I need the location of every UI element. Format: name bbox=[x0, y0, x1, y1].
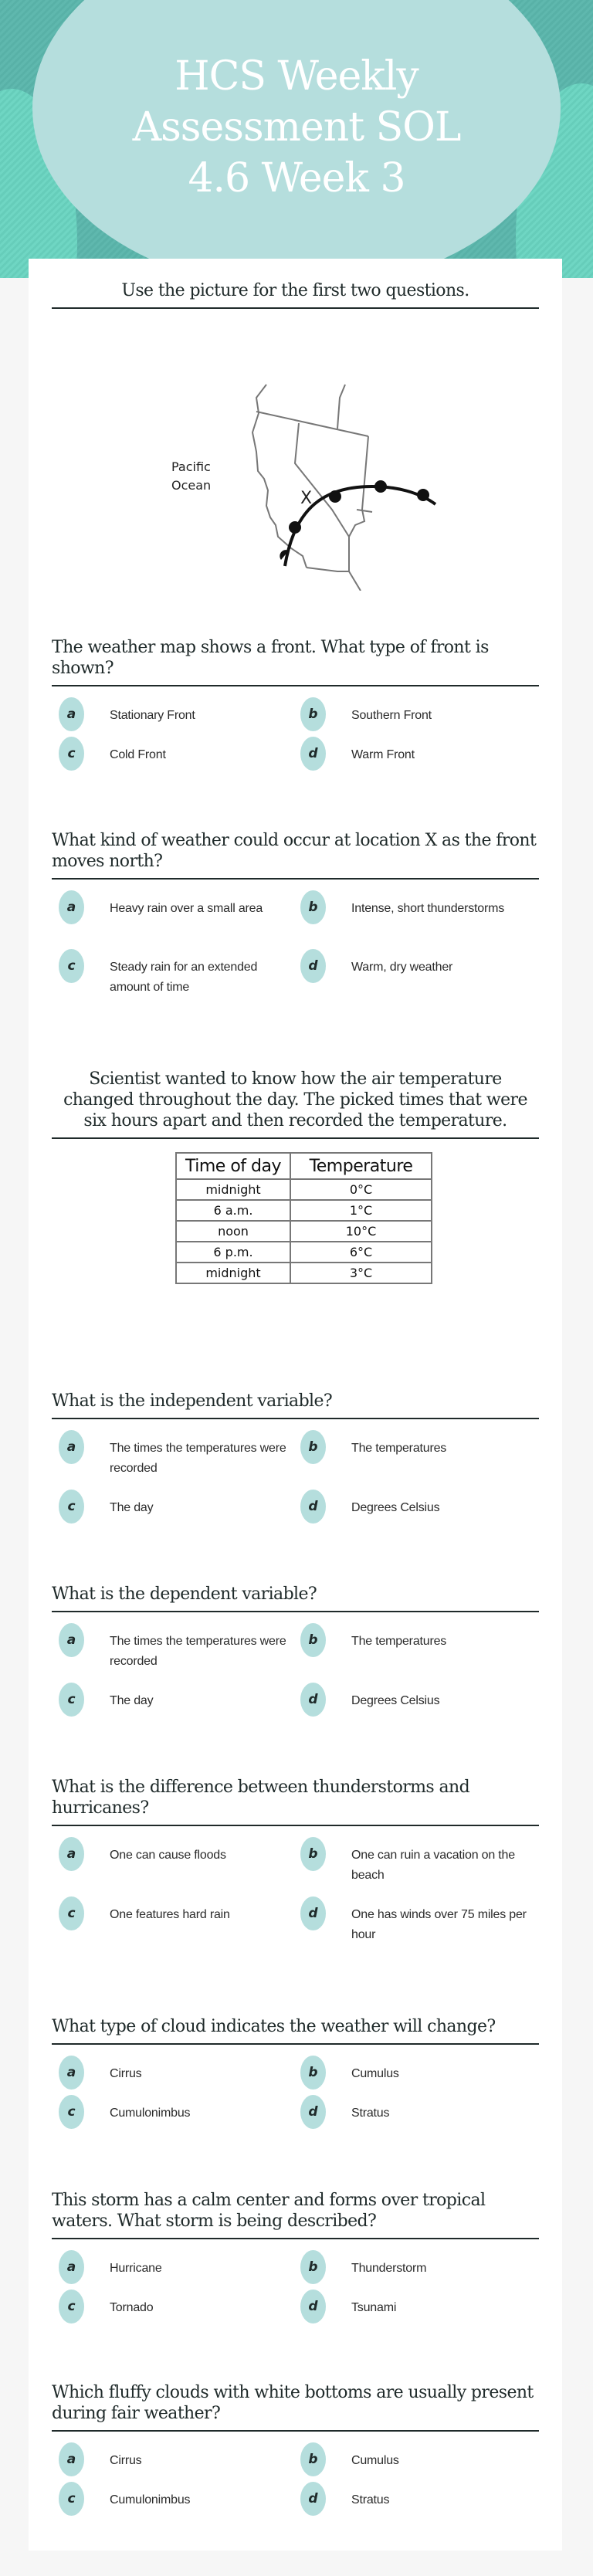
table-intro-text: Scientist wanted to know how the air temperature changed throughout the day. The picked times that were six hours apart and then recorded the temperature. bbox=[63, 1069, 527, 1130]
option-letter-badge: b bbox=[300, 2056, 326, 2090]
intro-section bbox=[52, 280, 539, 309]
divider bbox=[52, 2430, 539, 2432]
option-label: Heavy rain over a small area bbox=[110, 902, 263, 915]
option-letter-badge: c bbox=[59, 1490, 84, 1524]
table-row bbox=[176, 1263, 432, 1283]
option-letter-badge: a bbox=[59, 890, 84, 924]
divider bbox=[52, 2238, 539, 2239]
column-header-time: Time of day bbox=[176, 1153, 290, 1179]
option-label: Cirrus bbox=[110, 2454, 142, 2467]
option-label: Warm Front bbox=[351, 748, 415, 761]
weather-map-image bbox=[141, 359, 449, 591]
table-intro-section bbox=[52, 1069, 539, 1139]
map-label-line-1: Pacific bbox=[171, 459, 211, 474]
page-title-line-3: 4.6 Week 3 bbox=[188, 155, 405, 202]
option-letter-badge: b bbox=[300, 1623, 326, 1657]
table-row bbox=[176, 1221, 432, 1242]
option-label: Cumulus bbox=[351, 2067, 399, 2080]
option-label: Thunderstorm bbox=[351, 2262, 427, 2275]
cell-time: midnight bbox=[176, 1263, 290, 1283]
location-x-marker: X bbox=[300, 489, 313, 508]
cell-temperature: 10°C bbox=[290, 1221, 432, 1242]
question-text: Which fluffy clouds with white bottoms are usually present during fair weather? bbox=[52, 2383, 534, 2423]
option-letter-badge: a bbox=[59, 2250, 84, 2284]
column-header-temperature: Temperature bbox=[290, 1153, 432, 1179]
table-row bbox=[176, 1242, 432, 1263]
option-label: The times the temperatures were recorded bbox=[110, 1442, 286, 1475]
question-text: What is the independent variable? bbox=[52, 1391, 333, 1411]
option-letter-badge: a bbox=[59, 1837, 84, 1871]
table-header-row bbox=[176, 1153, 432, 1179]
option-label: Degrees Celsius bbox=[351, 1694, 440, 1707]
option-label: Intense, short thunderstorms bbox=[351, 902, 505, 915]
option-letter-badge: c bbox=[59, 2290, 84, 2323]
option-label: One has winds over 75 miles per hour bbox=[351, 1908, 527, 1941]
intro-text: Use the picture for the first two questions. bbox=[121, 281, 469, 300]
temperature-table bbox=[175, 1152, 432, 1284]
question-4 bbox=[52, 1584, 539, 1707]
cell-temperature: 1°C bbox=[290, 1200, 432, 1221]
map-label-line-2: Ocean bbox=[171, 478, 212, 493]
option-label: The temperatures bbox=[351, 1442, 447, 1455]
option-letter-badge: c bbox=[59, 949, 84, 983]
table-row bbox=[176, 1200, 432, 1221]
option-letter-badge: c bbox=[59, 2482, 84, 2516]
option-letter-badge: b bbox=[300, 890, 326, 924]
question-text: What is the dependent variable? bbox=[52, 1585, 317, 1604]
option-letter-badge: b bbox=[300, 1837, 326, 1871]
page-title-line-2: Assessment SOL bbox=[132, 104, 461, 151]
cell-temperature: 0°C bbox=[290, 1179, 432, 1200]
divider bbox=[52, 1825, 539, 1826]
map-drawing bbox=[141, 359, 449, 591]
option-label: Cold Front bbox=[110, 748, 166, 761]
question-text: What kind of weather could occur at location X as the front moves north? bbox=[52, 831, 537, 871]
option-letter-badge: a bbox=[59, 2056, 84, 2090]
question-text: This storm has a calm center and forms over tropical waters. What storm is being described? bbox=[52, 2191, 486, 2231]
option-letter-badge: b bbox=[300, 697, 326, 731]
option-letter-badge: d bbox=[300, 2290, 326, 2323]
option-letter-badge: d bbox=[300, 1490, 326, 1524]
cell-time: midnight bbox=[176, 1179, 290, 1200]
worksheet-card bbox=[29, 259, 562, 2551]
option-label: Southern Front bbox=[351, 709, 432, 722]
option-label: Tsunami bbox=[351, 2301, 397, 2314]
option-label: The day bbox=[110, 1694, 154, 1707]
option-letter-badge: c bbox=[59, 1896, 84, 1930]
option-label: The day bbox=[110, 1501, 154, 1514]
option-label: Cumulus bbox=[351, 2454, 399, 2467]
page-title bbox=[0, 51, 593, 204]
header-banner bbox=[0, 0, 593, 278]
divider bbox=[52, 1611, 539, 1612]
page-title-line-1: HCS Weekly bbox=[175, 53, 418, 100]
option-letter-badge: a bbox=[59, 2442, 84, 2476]
divider bbox=[52, 685, 539, 686]
option-label: Hurricane bbox=[110, 2262, 162, 2275]
cell-time: noon bbox=[176, 1221, 290, 1242]
question-text: What type of cloud indicates the weather will change? bbox=[52, 2017, 496, 2036]
question-6 bbox=[52, 2016, 539, 2120]
option-letter-badge: d bbox=[300, 2095, 326, 2129]
option-letter-badge: b bbox=[300, 2250, 326, 2284]
option-label: Degrees Celsius bbox=[351, 1501, 440, 1514]
question-7 bbox=[52, 2190, 539, 2314]
option-label: The temperatures bbox=[351, 1635, 447, 1648]
option-letter-badge: d bbox=[300, 737, 326, 771]
option-label: Stratus bbox=[351, 2493, 390, 2507]
cell-temperature: 3°C bbox=[290, 1263, 432, 1283]
option-letter-badge: c bbox=[59, 1683, 84, 1717]
option-label: The times the temperatures were recorded bbox=[110, 1635, 286, 1668]
cell-time: 6 p.m. bbox=[176, 1242, 290, 1263]
option-letter-badge: a bbox=[59, 1430, 84, 1464]
option-letter-badge: c bbox=[59, 2095, 84, 2129]
divider bbox=[52, 307, 539, 309]
question-text: What is the difference between thunderstorms and hurricanes? bbox=[52, 1778, 470, 1818]
option-label: Stationary Front bbox=[110, 709, 195, 722]
question-1 bbox=[52, 637, 539, 761]
option-letter-badge: d bbox=[300, 2482, 326, 2516]
option-letter-badge: d bbox=[300, 1683, 326, 1717]
divider bbox=[52, 878, 539, 880]
option-letter-badge: c bbox=[59, 737, 84, 771]
option-label: One features hard rain bbox=[110, 1908, 230, 1921]
cell-time: 6 a.m. bbox=[176, 1200, 290, 1221]
table-row bbox=[176, 1179, 432, 1200]
option-letter-badge: b bbox=[300, 2442, 326, 2476]
option-label: Steady rain for an extended amount of time bbox=[110, 961, 258, 994]
option-letter-badge: a bbox=[59, 697, 84, 731]
option-label: One can cause floods bbox=[110, 1849, 226, 1862]
divider bbox=[52, 1418, 539, 1419]
option-label: Stratus bbox=[351, 2107, 390, 2120]
option-label: Warm, dry weather bbox=[351, 961, 453, 974]
question-5 bbox=[52, 1777, 539, 1941]
option-letter-badge: d bbox=[300, 1896, 326, 1930]
cell-temperature: 6°C bbox=[290, 1242, 432, 1263]
option-label: Cumulonimbus bbox=[110, 2493, 191, 2507]
option-label: Cumulonimbus bbox=[110, 2107, 191, 2120]
option-label: Cirrus bbox=[110, 2067, 142, 2080]
divider bbox=[52, 1137, 539, 1139]
option-letter-badge: b bbox=[300, 1430, 326, 1464]
option-letter-badge: a bbox=[59, 1623, 84, 1657]
question-3 bbox=[52, 1391, 539, 1514]
option-label: One can ruin a vacation on the beach bbox=[351, 1849, 515, 1882]
question-text: The weather map shows a front. What type of front is shown? bbox=[52, 638, 489, 678]
option-label: Tornado bbox=[110, 2301, 154, 2314]
question-8 bbox=[52, 2382, 539, 2507]
option-letter-badge: d bbox=[300, 949, 326, 983]
question-2 bbox=[52, 830, 539, 994]
divider bbox=[52, 2043, 539, 2045]
